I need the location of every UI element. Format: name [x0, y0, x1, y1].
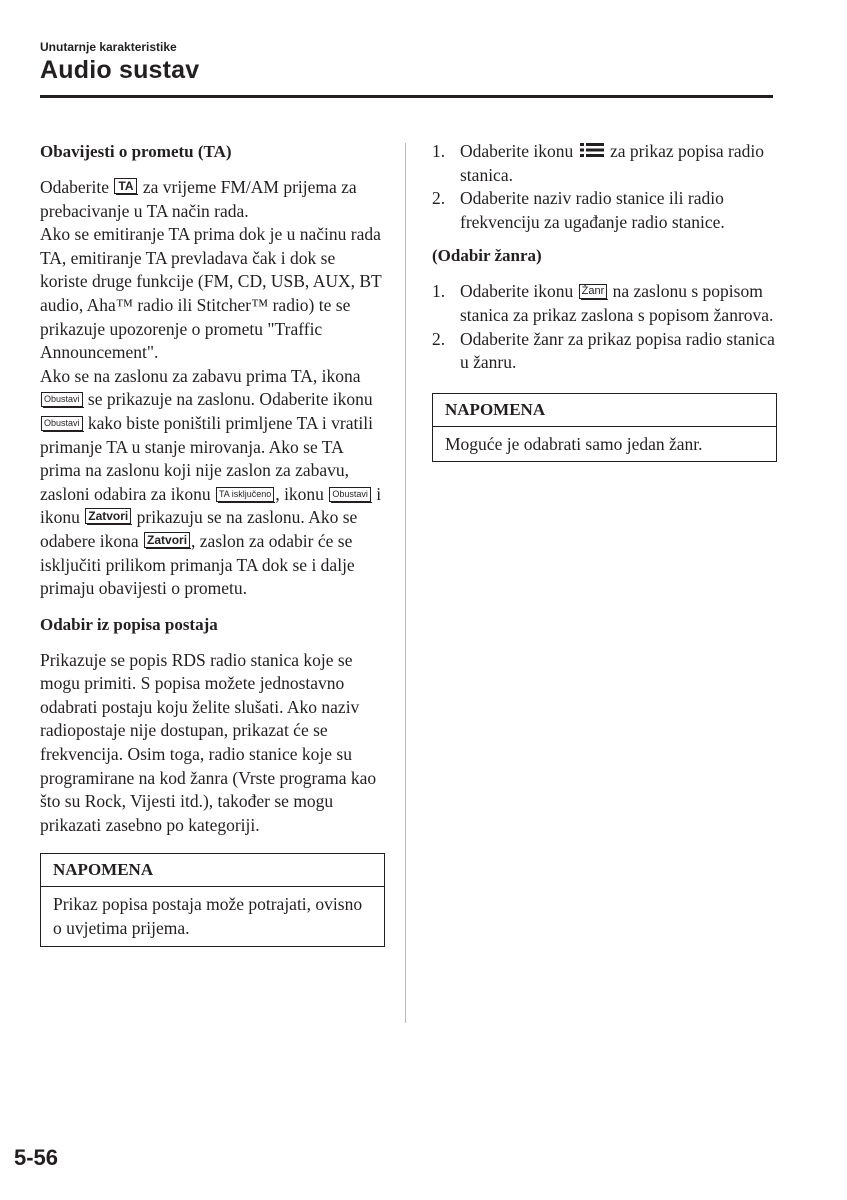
obustavi-button-icon: Obustavi	[41, 392, 83, 407]
genre-steps	[432, 280, 777, 374]
obustavi-button-icon: Obustavi	[329, 487, 371, 502]
zatvori-button-icon: Zatvori	[85, 508, 131, 524]
station-steps	[432, 140, 777, 234]
station-list-paragraph: Prikazuje se popis RDS radio stanica koje se mogu primiti. S popisa možete jednostavno odabrati postaju koju želite slušati. Ako naziv radiopostaje nije dostupan, prikazat će se frekvencija. Osim toga, radio stanice koje su programirane na kod žanra (Vrste programa kao što su Rock, Vijesti itd.), također se mogu prikazati zasebno po kategoriji.	[40, 649, 377, 835]
list-icon	[580, 142, 604, 158]
ta-off-button-icon: TA isključeno	[216, 487, 274, 502]
note-box-right	[432, 393, 777, 463]
ta-paragraph-1: Odaberite TA za vrijeme FM/AM prijema za prebacivanje u TA način rada.	[40, 177, 357, 221]
note-title: NAPOMENA	[41, 854, 384, 887]
ta-heading: Obavijesti o prometu (TA)	[40, 142, 232, 161]
ta-button-icon: TA	[114, 178, 137, 194]
page-title: Audio sustav	[40, 56, 200, 84]
ta-paragraph-3: Ako se na zaslonu za zabavu prima TA, ikona Obustavi se prikazuje na zaslonu. Odaberite ikonu Obustavi kako biste poništili primljene TA i vratili primanje TA u stanje mirovanja. Ako se TA prima na zaslonu koji nije zaslon za zabavu, zasloni odabira za ikonu TA isključeno , ikonu Obustavi i ikonu Zatvori prikazuju se na zaslonu. Ako se odabere ikona Zatvori , zaslon za odabir će se isključiti prilikom primanja TA dok se i dalje primaju obavijesti o prometu.	[40, 365, 382, 599]
right-column	[432, 140, 777, 462]
header-rule	[40, 95, 773, 98]
note-box-left	[40, 853, 385, 946]
page-number: 5-56	[14, 1145, 59, 1170]
left-column	[40, 140, 385, 947]
obustavi-button-icon: Obustavi	[41, 416, 83, 431]
station-list-heading: Odabir iz popisa postaja	[40, 614, 218, 634]
section-label: Unutarnje karakteristike	[40, 40, 177, 54]
note-body: Prikaz popisa postaja može potrajati, ovisno o uvjetima prijema.	[53, 894, 363, 939]
list-item: 1. Odaberite ikonu za prikaz popisa radio stanica.	[432, 141, 765, 185]
ta-paragraph-2: Ako se emitiranje TA prima dok je u načinu rada TA, emitiranje TA prevladava čak i dok se koriste druge funkcije (FM, CD, USB, AUX, BT audio, Aha™ radio ili Stitcher™ radio) te se prikazuje upozorenje o prometu "Traffic Announcement".	[40, 224, 382, 363]
genre-heading: (Odabir žanra)	[432, 246, 542, 266]
zatvori-button-icon: Zatvori	[144, 532, 190, 548]
list-item: 2. Odaberite naziv radio stanice ili radio frekvenciju za ugađanje radio stanice.	[432, 188, 725, 232]
list-item: 1. Odaberite ikonu Žanr na zaslonu s popisom stanica za prikaz zaslona s popisom žanrova.	[432, 281, 774, 325]
column-divider	[405, 143, 406, 1023]
zanr-button-icon: Žanr	[579, 284, 608, 299]
list-item: 2. Odaberite žanr za prikaz popisa radio stanica u žanru.	[432, 328, 775, 373]
note-title: NAPOMENA	[433, 394, 776, 427]
note-body: Moguće je odabrati samo jedan žanr.	[445, 433, 703, 454]
